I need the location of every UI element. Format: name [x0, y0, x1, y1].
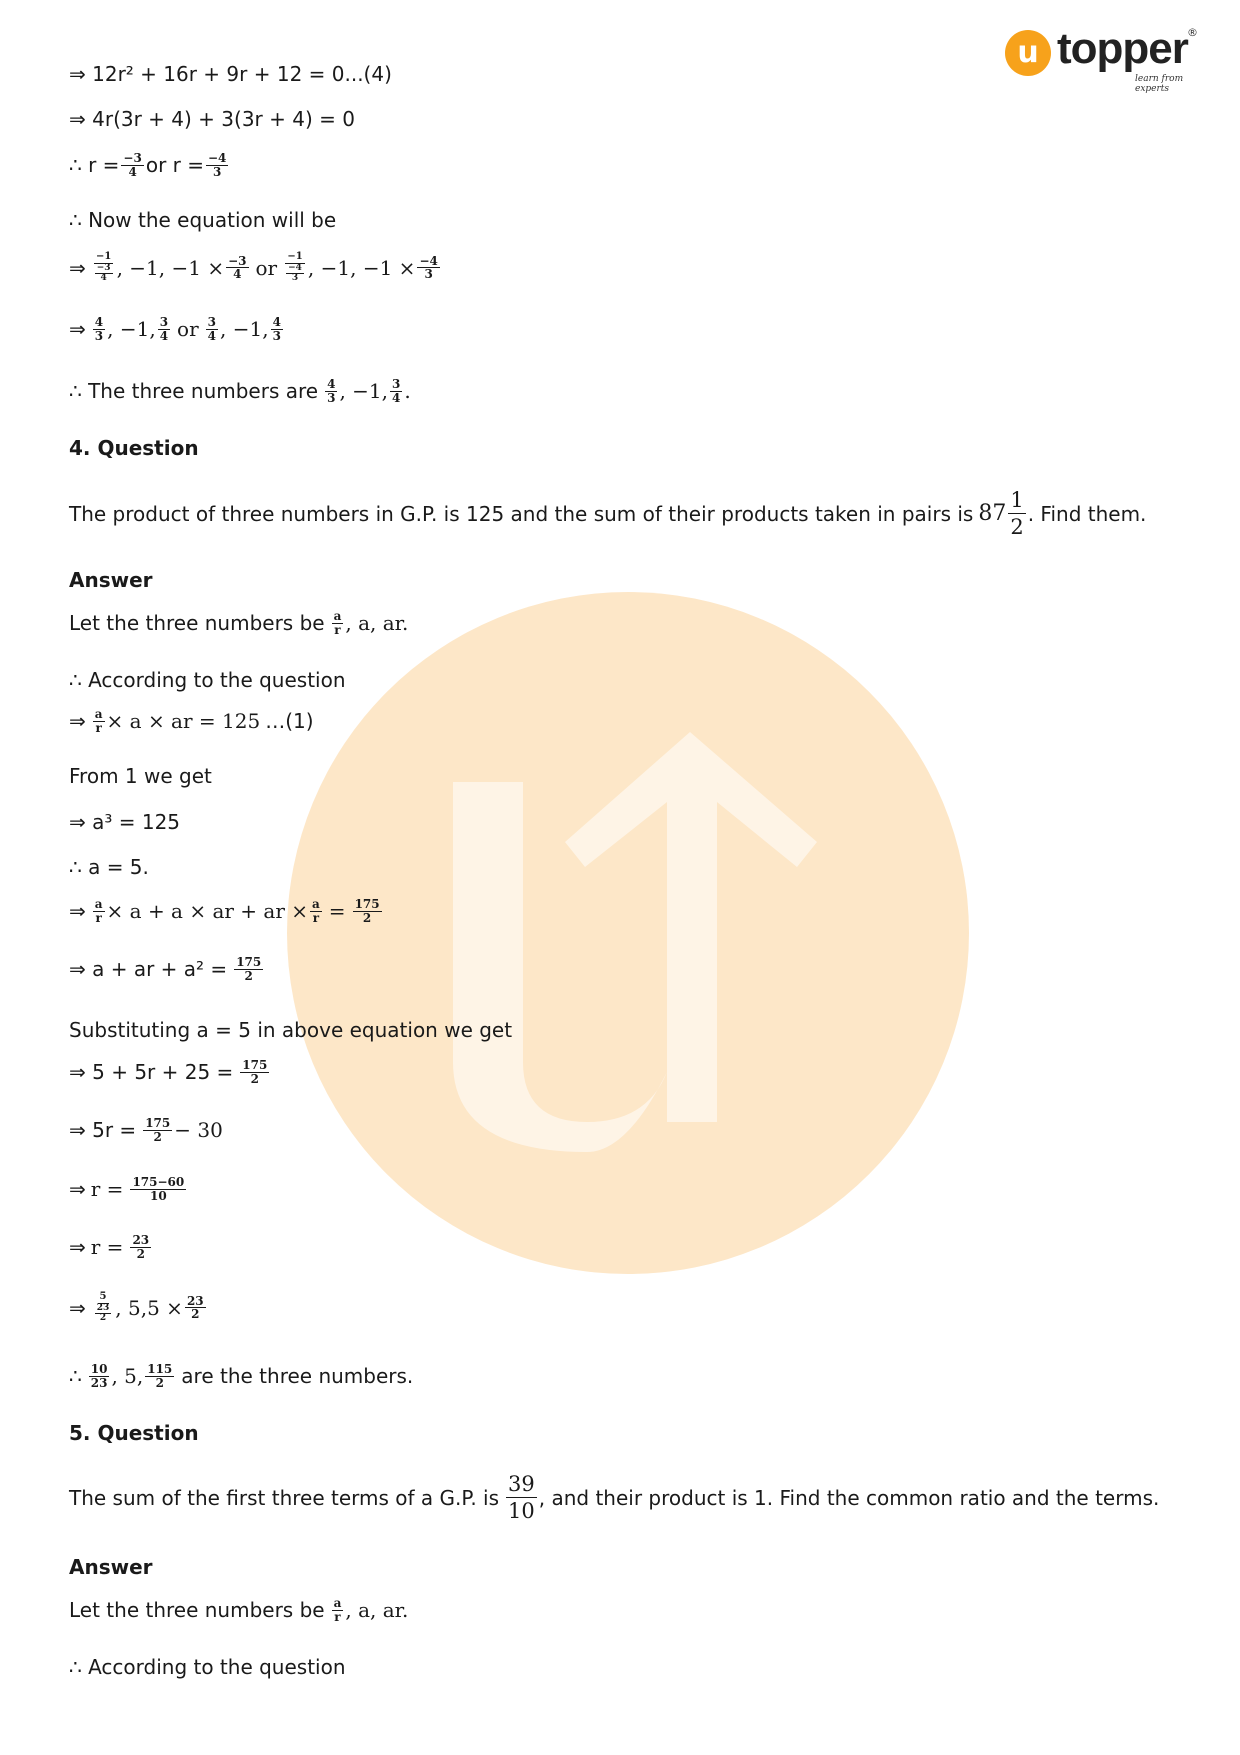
fraction: $\frac{23}{2}$ [132, 1233, 150, 1261]
fraction: 5 23 2 [96, 1291, 110, 1323]
text-line: Let the three numbers be $\frac{a}{r}$ , a, ar. [69, 1596, 409, 1624]
fraction: $\frac{175}{2}$ [354, 897, 380, 925]
text-line: ∴ According to the question [69, 668, 346, 692]
fraction: $\frac{4}{3}$ [272, 315, 281, 343]
equation-line: ⇒ $\frac{a}{r}$ × a + a × ar + ar × $\frac{a}{r}$ = $\frac{175}{2}$ [69, 897, 380, 925]
fraction: $\frac{3}{4}$ [392, 377, 401, 405]
fraction: $\frac{175}{2}$ [242, 1058, 268, 1086]
fraction: $\frac{a}{r}$ [333, 609, 342, 637]
question-text: The product of three numbers in G.P. is 125 and the sum of their products taken in pairs is 87 $\frac{1}{2}$ . Find them. [69, 488, 1147, 540]
brand-logo [1005, 24, 1205, 94]
registered-mark: ® [1187, 26, 1198, 39]
fraction: $\frac{-3}{4}$ [228, 253, 247, 282]
equation-line: ⇒ 5 23 2 , 5,5 × $\frac{23}{2}$ [69, 1291, 204, 1323]
answer-heading: Answer [69, 568, 153, 592]
equation-line: ⇒ 5r = $\frac{175}{2}$ − 30 [69, 1116, 223, 1144]
text-line: Substituting a = 5 in above equation we get [69, 1018, 513, 1042]
equation-line: ∴ r = $\frac{-3}{4}$ or r = $\frac{-4}{3}$ [69, 151, 227, 179]
fraction: $\frac{1}{2}$ [1010, 488, 1024, 540]
fraction: $\frac{-4}{3}$ [419, 253, 438, 282]
text-line: ∴ According to the question [69, 1655, 346, 1679]
question-text: The sum of the first three terms of a G.P. is $\frac{39}{10}$ , and their product is 1. Find the common ratio and the terms. [69, 1472, 1160, 1524]
fraction: $\frac{175-60}{10}$ [132, 1175, 185, 1203]
fraction: $\frac{a}{r}$ [312, 897, 320, 925]
fraction: $\frac{3}{4}$ [207, 315, 217, 343]
equation-line: ⇒ 5 + 5r + 25 = $\frac{175}{2}$ [69, 1058, 268, 1086]
fraction: $\frac{a}{r}$ [94, 707, 103, 735]
text-line: ∴ Now the equation will be [69, 208, 337, 232]
equation-line: ⇒ r = $\frac{175-60}{10}$ [69, 1175, 185, 1203]
equation-line: ⇒ 12r² + 16r + 9r + 12 = 0...(4) [69, 62, 392, 86]
equation-line: ⇒ −1 −3 4 , −1, −1 × $\frac{-3}{4}$ or −1 −4 3 , −1, −1 × $\frac{-4}{3}$ [69, 251, 438, 283]
equation-line: ⇒ $\frac{4}{3}$ , −1, $\frac{3}{4}$ or $\frac{3}{4}$ , −1, $\frac{4}{3}$ [69, 315, 281, 343]
question-heading: 4. Question [69, 436, 199, 460]
fraction: $\frac{23}{2}$ [186, 1293, 204, 1322]
fraction: $\frac{175}{2}$ [236, 955, 262, 983]
logo-wordmark: topper [1057, 24, 1188, 73]
fraction: $\frac{3}{4}$ [159, 315, 169, 343]
equation-line: ⇒ $\frac{a}{r}$ × a × ar = 125 …(1) [69, 707, 314, 735]
text-line: From 1 we get [69, 764, 212, 788]
equation-line: ⇒ a + ar + a² = $\frac{175}{2}$ [69, 955, 262, 983]
fraction: $\frac{39}{10}$ [508, 1472, 535, 1524]
fraction: $\frac{-3}{4}$ [123, 151, 142, 179]
fraction: $\frac{4}{3}$ [94, 315, 104, 343]
fraction: −1 −4 3 [287, 251, 303, 283]
equation-line: ⇒ r = $\frac{23}{2}$ [69, 1233, 150, 1261]
fraction: $\frac{a}{r}$ [94, 897, 103, 925]
fraction: $\frac{175}{2}$ [145, 1116, 171, 1144]
fraction: $\frac{115}{2}$ [147, 1362, 173, 1390]
fraction: $\frac{10}{23}$ [90, 1362, 108, 1390]
logo-u-icon: u [1005, 30, 1051, 76]
equation-line: ⇒ 4r(3r + 4) + 3(3r + 4) = 0 [69, 107, 355, 131]
fraction: −1 −3 4 [96, 251, 112, 283]
fraction: $\frac{4}{3}$ [327, 377, 336, 405]
result-line: ∴ $\frac{10}{23}$ , 5, $\frac{115}{2}$ are the three numbers. [69, 1362, 414, 1390]
equation-line: ∴ a = 5. [69, 855, 149, 879]
watermark-logo [287, 592, 969, 1274]
logo-tagline: learn from experts [1135, 74, 1184, 94]
question-heading: 5. Question [69, 1421, 199, 1445]
result-line: ∴ The three numbers are $\frac{4}{3}$ , −1, $\frac{3}{4}$ . [69, 377, 411, 405]
fraction: $\frac{a}{r}$ [333, 1596, 342, 1624]
answer-heading: Answer [69, 1555, 153, 1579]
text-line: Let the three numbers be $\frac{a}{r}$ , a, ar. [69, 609, 409, 637]
equation-line: ⇒ a³ = 125 [69, 810, 181, 834]
fraction: $\frac{-4}{3}$ [207, 151, 227, 179]
